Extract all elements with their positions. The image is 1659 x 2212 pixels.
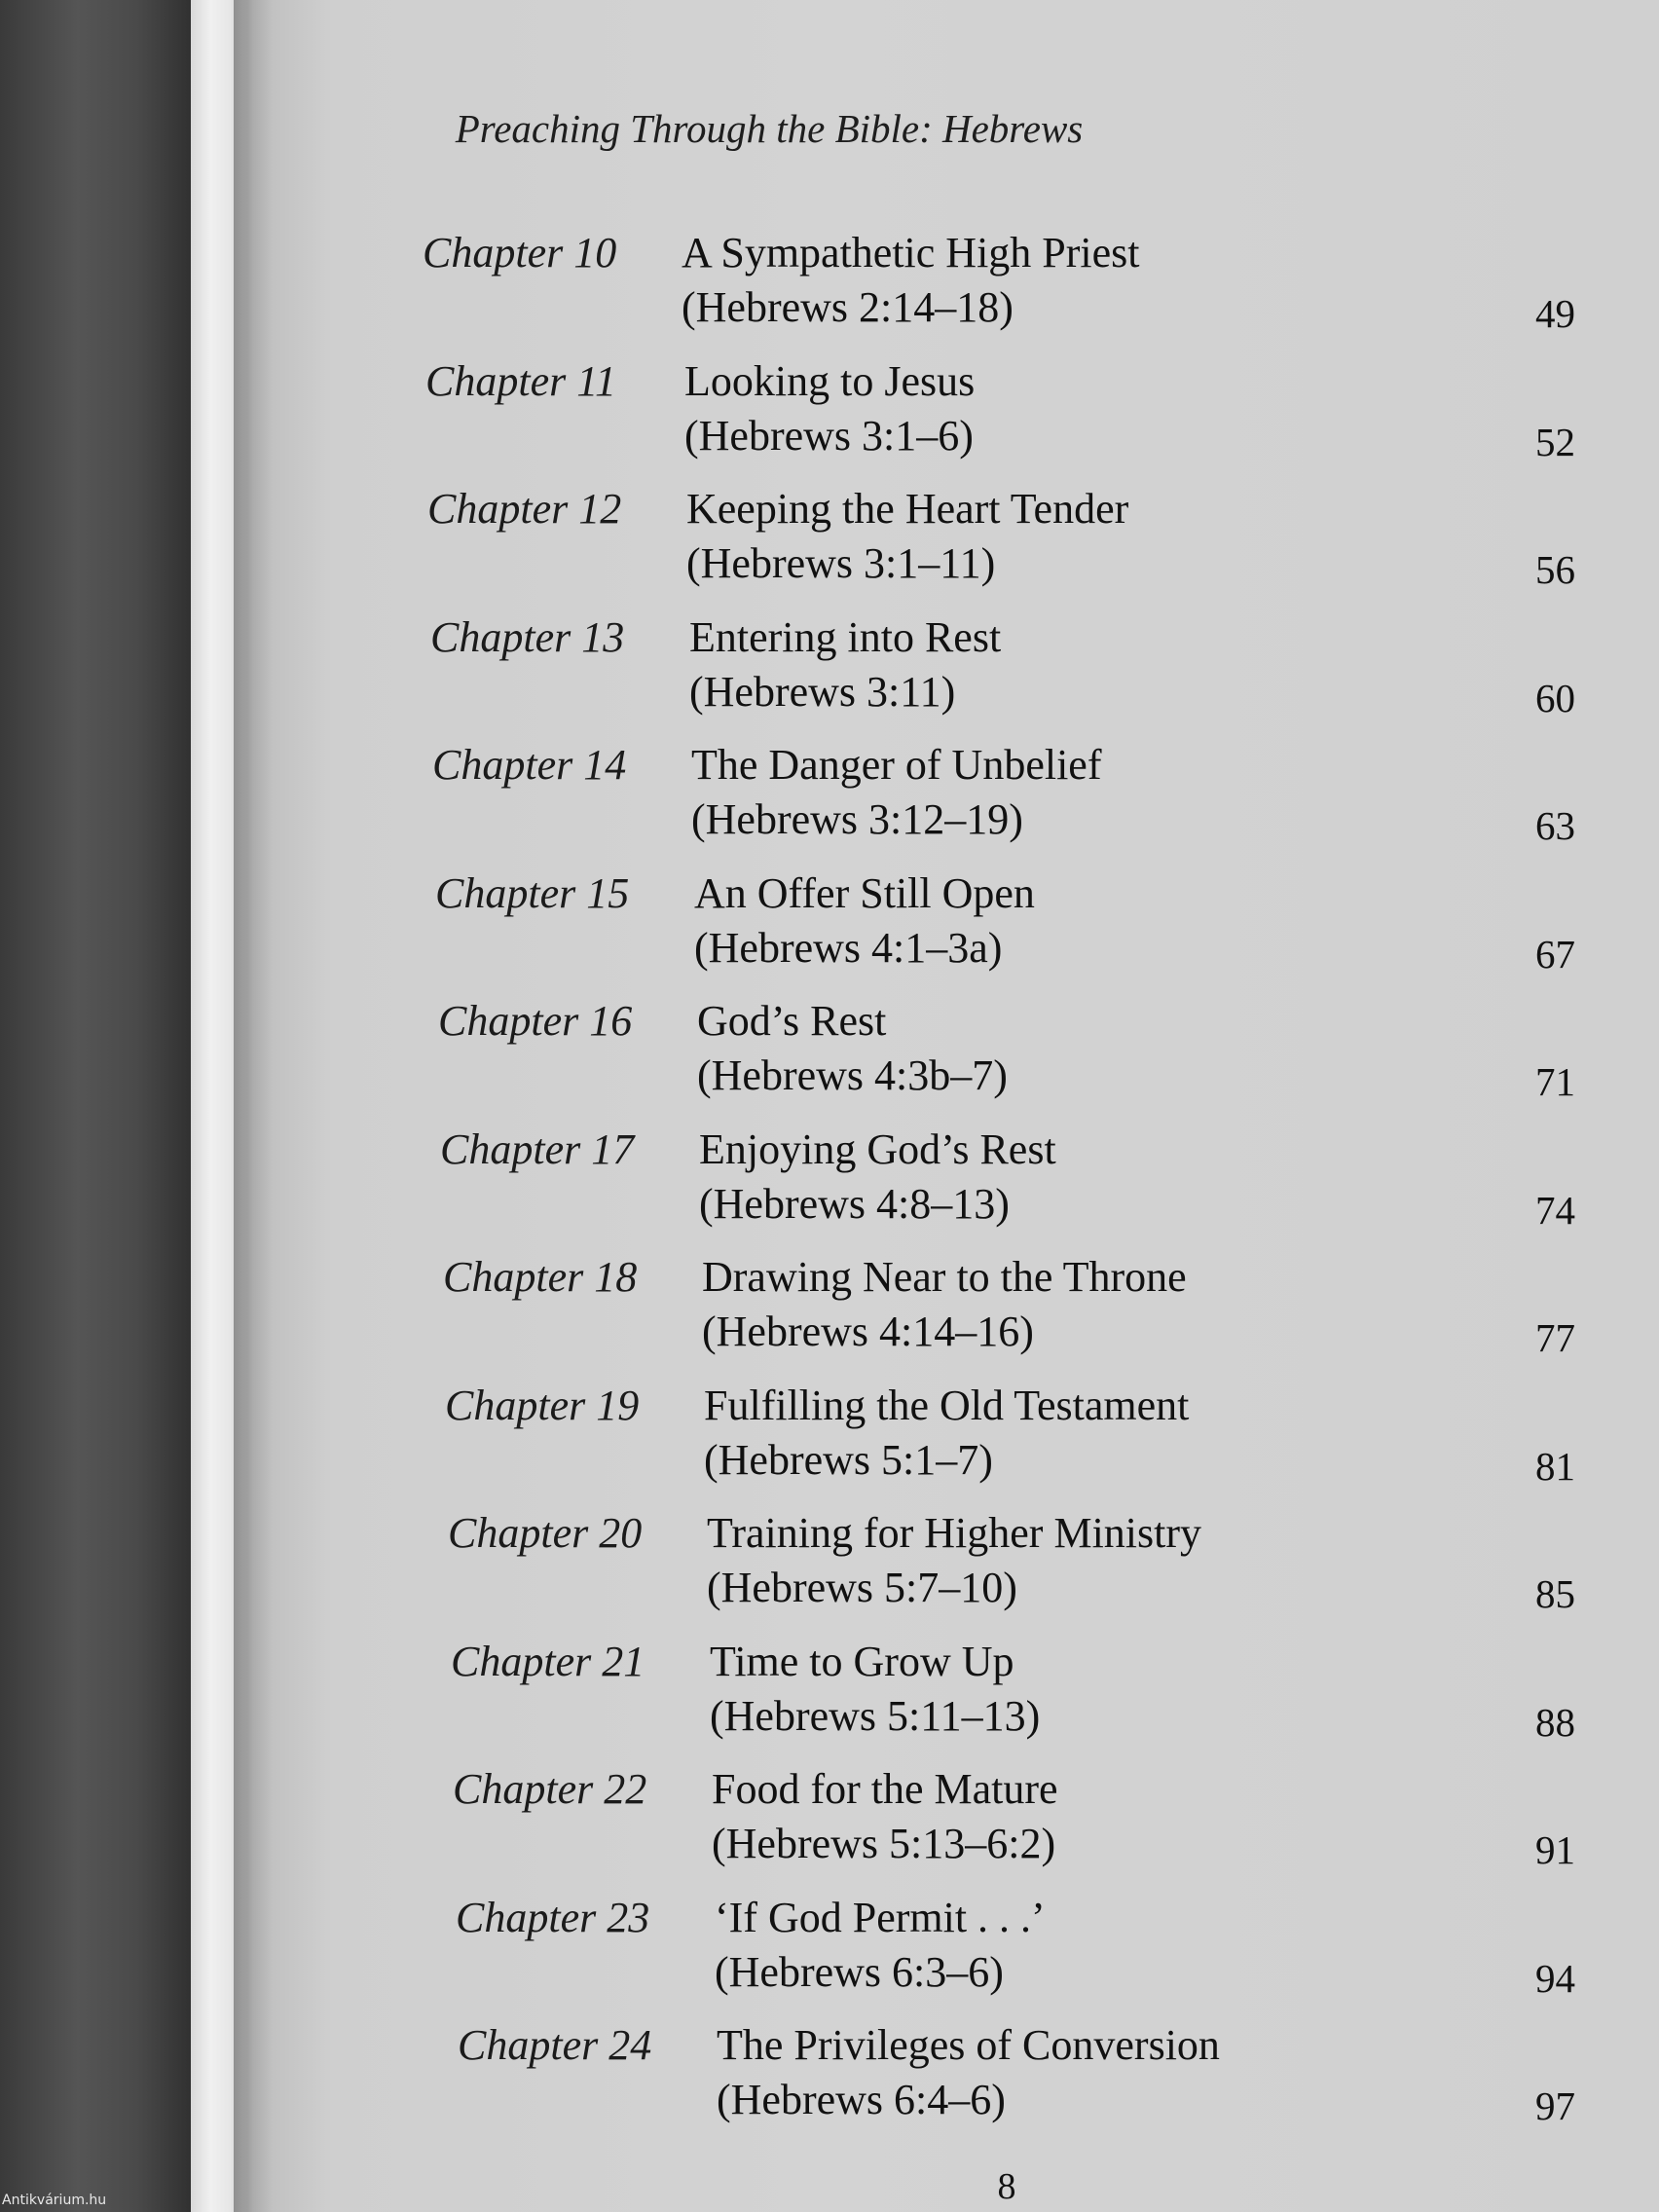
toc-entry <box>0 1124 1659 1241</box>
chapter-title: The Danger of Unbelief <box>691 741 1102 789</box>
scripture-reference: (Hebrews 3:1–6) <box>684 412 974 460</box>
toc-entry <box>0 1381 1659 1497</box>
chapter-title: A Sympathetic High Priest <box>682 229 1140 276</box>
chapter-label: Chapter 10 <box>423 229 617 276</box>
watermark: Antikvárium.hu <box>2 2193 107 2208</box>
page-reference: 88 <box>1535 1700 1575 1745</box>
chapter-label: Chapter 22 <box>453 1765 647 1813</box>
toc-entry <box>0 612 1659 729</box>
toc-entry <box>0 1893 1659 2009</box>
scripture-reference: (Hebrews 5:1–7) <box>704 1436 993 1484</box>
toc-entry <box>0 740 1659 857</box>
chapter-label: Chapter 13 <box>430 613 625 661</box>
chapter-label: Chapter 18 <box>443 1253 638 1301</box>
chapter-title: Food for the Mature <box>712 1765 1058 1813</box>
chapter-title: Fulfilling the Old Testament <box>704 1382 1190 1429</box>
chapter-label: Chapter 19 <box>445 1382 640 1429</box>
chapter-label: Chapter 12 <box>427 485 622 533</box>
scripture-reference: (Hebrews 4:14–16) <box>702 1308 1034 1355</box>
toc-entry <box>0 356 1659 473</box>
toc-entry <box>0 1764 1659 1881</box>
chapter-label: Chapter 16 <box>438 997 633 1045</box>
chapter-title: God’s Rest <box>697 997 887 1045</box>
page-reference: 91 <box>1535 1827 1575 1872</box>
scripture-reference: (Hebrews 4:8–13) <box>699 1180 1010 1228</box>
scripture-reference: (Hebrews 6:4–6) <box>717 2076 1006 2123</box>
page-reference: 60 <box>1535 676 1575 720</box>
page-reference: 74 <box>1535 1188 1575 1233</box>
scripture-reference: (Hebrews 5:11–13) <box>710 1692 1041 1740</box>
scripture-reference: (Hebrews 5:7–10) <box>707 1564 1017 1611</box>
toc-entry <box>0 228 1659 345</box>
chapter-label: Chapter 21 <box>451 1638 645 1685</box>
chapter-title: Drawing Near to the Throne <box>702 1253 1187 1301</box>
page-reference: 85 <box>1535 1571 1575 1616</box>
page-reference: 67 <box>1535 932 1575 977</box>
scripture-reference: (Hebrews 3:11) <box>689 668 956 716</box>
chapter-title: Training for Higher Ministry <box>707 1509 1202 1557</box>
chapter-title: Looking to Jesus <box>684 357 976 405</box>
toc-entry <box>0 2020 1659 2137</box>
scripture-reference: (Hebrews 3:12–19) <box>691 795 1023 843</box>
chapter-label: Chapter 17 <box>440 1125 635 1173</box>
chapter-label: Chapter 14 <box>432 741 627 789</box>
chapter-title: An Offer Still Open <box>694 869 1035 917</box>
page-reference: 63 <box>1535 803 1575 848</box>
chapter-title: The Privileges of Conversion <box>717 2021 1220 2069</box>
scripture-reference: (Hebrews 2:14–18) <box>682 283 1014 331</box>
page-reference: 77 <box>1535 1315 1575 1360</box>
scripture-reference: (Hebrews 4:3b–7) <box>697 1051 1008 1099</box>
page-reference: 97 <box>1535 2083 1575 2128</box>
page-reference: 56 <box>1535 547 1575 592</box>
scripture-reference: (Hebrews 6:3–6) <box>715 1948 1004 1996</box>
page-reference: 49 <box>1535 291 1575 336</box>
toc-entry <box>0 1637 1659 1753</box>
running-head: Preaching Through the Bible: Hebrews <box>455 106 1084 151</box>
chapter-label: Chapter 24 <box>458 2021 652 2069</box>
chapter-title: Keeping the Heart Tender <box>686 485 1129 533</box>
scripture-reference: (Hebrews 4:1–3a) <box>694 924 1003 972</box>
chapter-label: Chapter 23 <box>456 1894 650 1941</box>
page-reference: 71 <box>1535 1059 1575 1104</box>
toc-entry <box>0 484 1659 601</box>
toc-entry <box>0 1252 1659 1369</box>
chapter-title: ‘If God Permit . . .’ <box>715 1894 1046 1941</box>
page-reference: 52 <box>1535 420 1575 464</box>
page-number: 8 <box>997 2166 1016 2207</box>
chapter-label: Chapter 20 <box>448 1509 643 1557</box>
chapter-label: Chapter 15 <box>435 869 630 917</box>
chapter-title: Entering into Rest <box>689 613 1002 661</box>
toc-entry <box>0 1508 1659 1625</box>
chapter-title: Time to Grow Up <box>710 1638 1014 1685</box>
scripture-reference: (Hebrews 5:13–6:2) <box>712 1820 1056 1867</box>
toc-entry <box>0 868 1659 985</box>
chapter-label: Chapter 11 <box>425 357 616 405</box>
chapter-title: Enjoying God’s Rest <box>699 1125 1056 1173</box>
scripture-reference: (Hebrews 3:1–11) <box>686 539 996 587</box>
page-reference: 94 <box>1535 1956 1575 2001</box>
page-reference: 81 <box>1535 1444 1575 1489</box>
toc-entry <box>0 996 1659 1113</box>
